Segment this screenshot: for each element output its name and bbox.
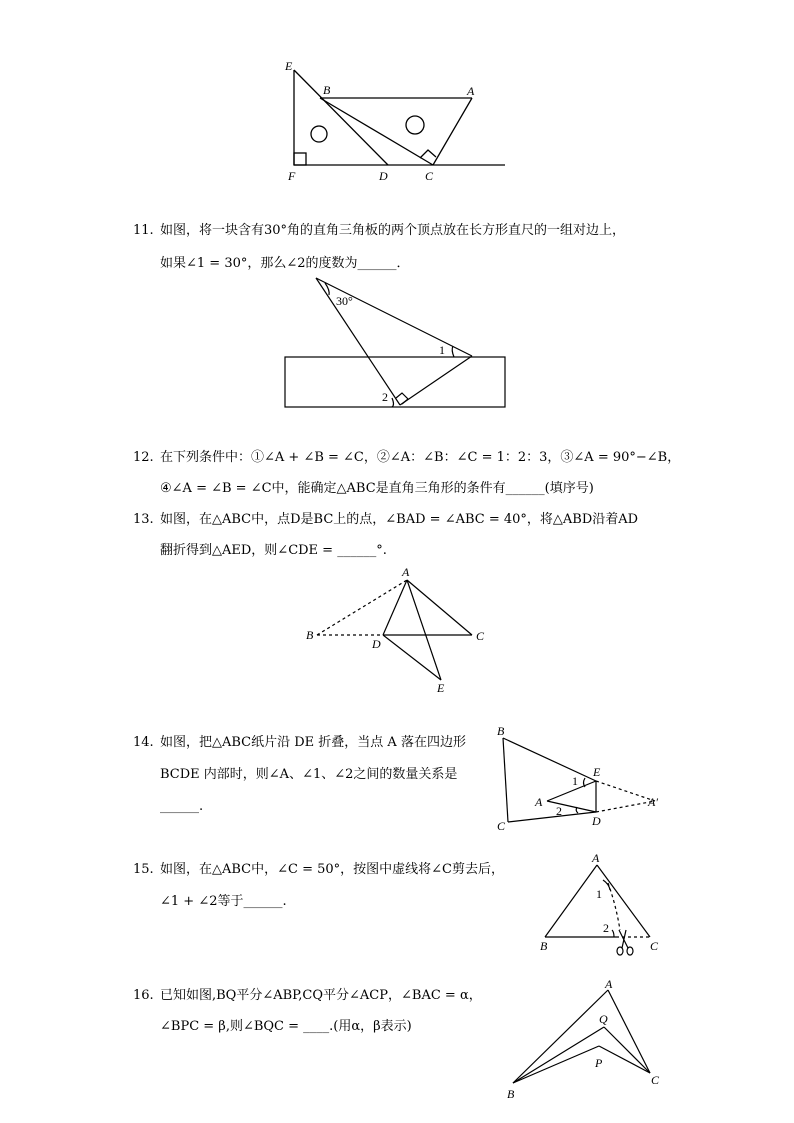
label-B: B: [306, 628, 314, 642]
angle-30-label: 30°: [336, 294, 353, 308]
q13-number: 13.: [133, 512, 154, 527]
label-B: B: [507, 1087, 515, 1101]
q15-line1: 如图，在△ABC中，∠C = 50°，按图中虚线将∠C剪去后，: [160, 862, 505, 877]
label-F: F: [288, 169, 296, 183]
angle-2-label: 2: [556, 804, 562, 818]
label-E: E: [285, 59, 293, 73]
label-C: C: [650, 939, 659, 953]
label-A: A: [467, 84, 475, 98]
q15-line2: ∠1 + ∠2等于______.: [160, 894, 287, 909]
angle-2-label: 2: [382, 390, 388, 404]
label-C: C: [497, 819, 506, 833]
label-C: C: [651, 1073, 660, 1087]
label-D: D: [372, 637, 381, 651]
label-A: A: [605, 977, 613, 991]
label-D: D: [592, 814, 601, 828]
label-C: C: [476, 629, 485, 643]
label-B: B: [323, 83, 331, 97]
angle-1-label: 1: [572, 774, 578, 788]
q14-line2: BCDE 内部时，则∠A、∠1、∠2之间的数量关系是: [160, 767, 458, 782]
q11-number: 11.: [133, 223, 154, 238]
label-Q: Q: [599, 1012, 608, 1026]
label-P: P: [595, 1056, 603, 1070]
label-A: A: [402, 565, 410, 579]
label-B: B: [497, 724, 505, 738]
angle-1-label: 1: [596, 887, 602, 901]
q14-line1: 如图，把△ABC纸片沿 DE 折叠，当点 A 落在四边形: [160, 735, 466, 750]
q12-line2: ④∠A = ∠B = ∠C中，能确定△ABC是直角三角形的条件有______(填序号): [160, 481, 594, 496]
label-E: E: [593, 765, 601, 779]
q16-line1: 已知如图,BQ平分∠ABP,CQ平分∠ACP，∠BAC = α，: [160, 988, 482, 1003]
q16-line2: ∠BPC = β,则∠BQC = ____.(用α，β表示): [160, 1019, 412, 1034]
q11-line2: 如果∠1 = 30°，那么∠2的度数为______．: [160, 256, 410, 271]
q13-line2: 翻折得到△AED，则∠CDE = ______°.: [160, 543, 387, 558]
label-C: C: [425, 169, 434, 183]
angle-2-label: 2: [603, 921, 609, 935]
q11-line1: 如图，将一块含有30°角的直角三角板的两个顶点放在长方形直尺的一组对边上，: [160, 223, 626, 238]
q16-number: 16.: [133, 988, 154, 1003]
label-D: D: [379, 169, 388, 183]
q14-line3: ______.: [160, 799, 204, 814]
label-A: A: [592, 851, 600, 865]
label-A-prime: A′: [648, 795, 658, 809]
angle-1-label: 1: [439, 343, 445, 357]
label-A: A: [535, 795, 543, 809]
q14-number: 14.: [133, 735, 154, 750]
q12-line1: 在下列条件中：①∠A + ∠B = ∠C，②∠A：∠B：∠C = 1：2：3，③∠A = 90°−∠B，: [160, 450, 681, 465]
label-B: B: [540, 939, 548, 953]
q13-line1: 如图，在△ABC中，点D是BC上的点，∠BAD = ∠ABC = 40°，将△ABD沿着AD: [160, 512, 639, 527]
q12-number: 12.: [133, 450, 154, 465]
q15-number: 15.: [133, 862, 154, 877]
label-E: E: [437, 681, 445, 695]
